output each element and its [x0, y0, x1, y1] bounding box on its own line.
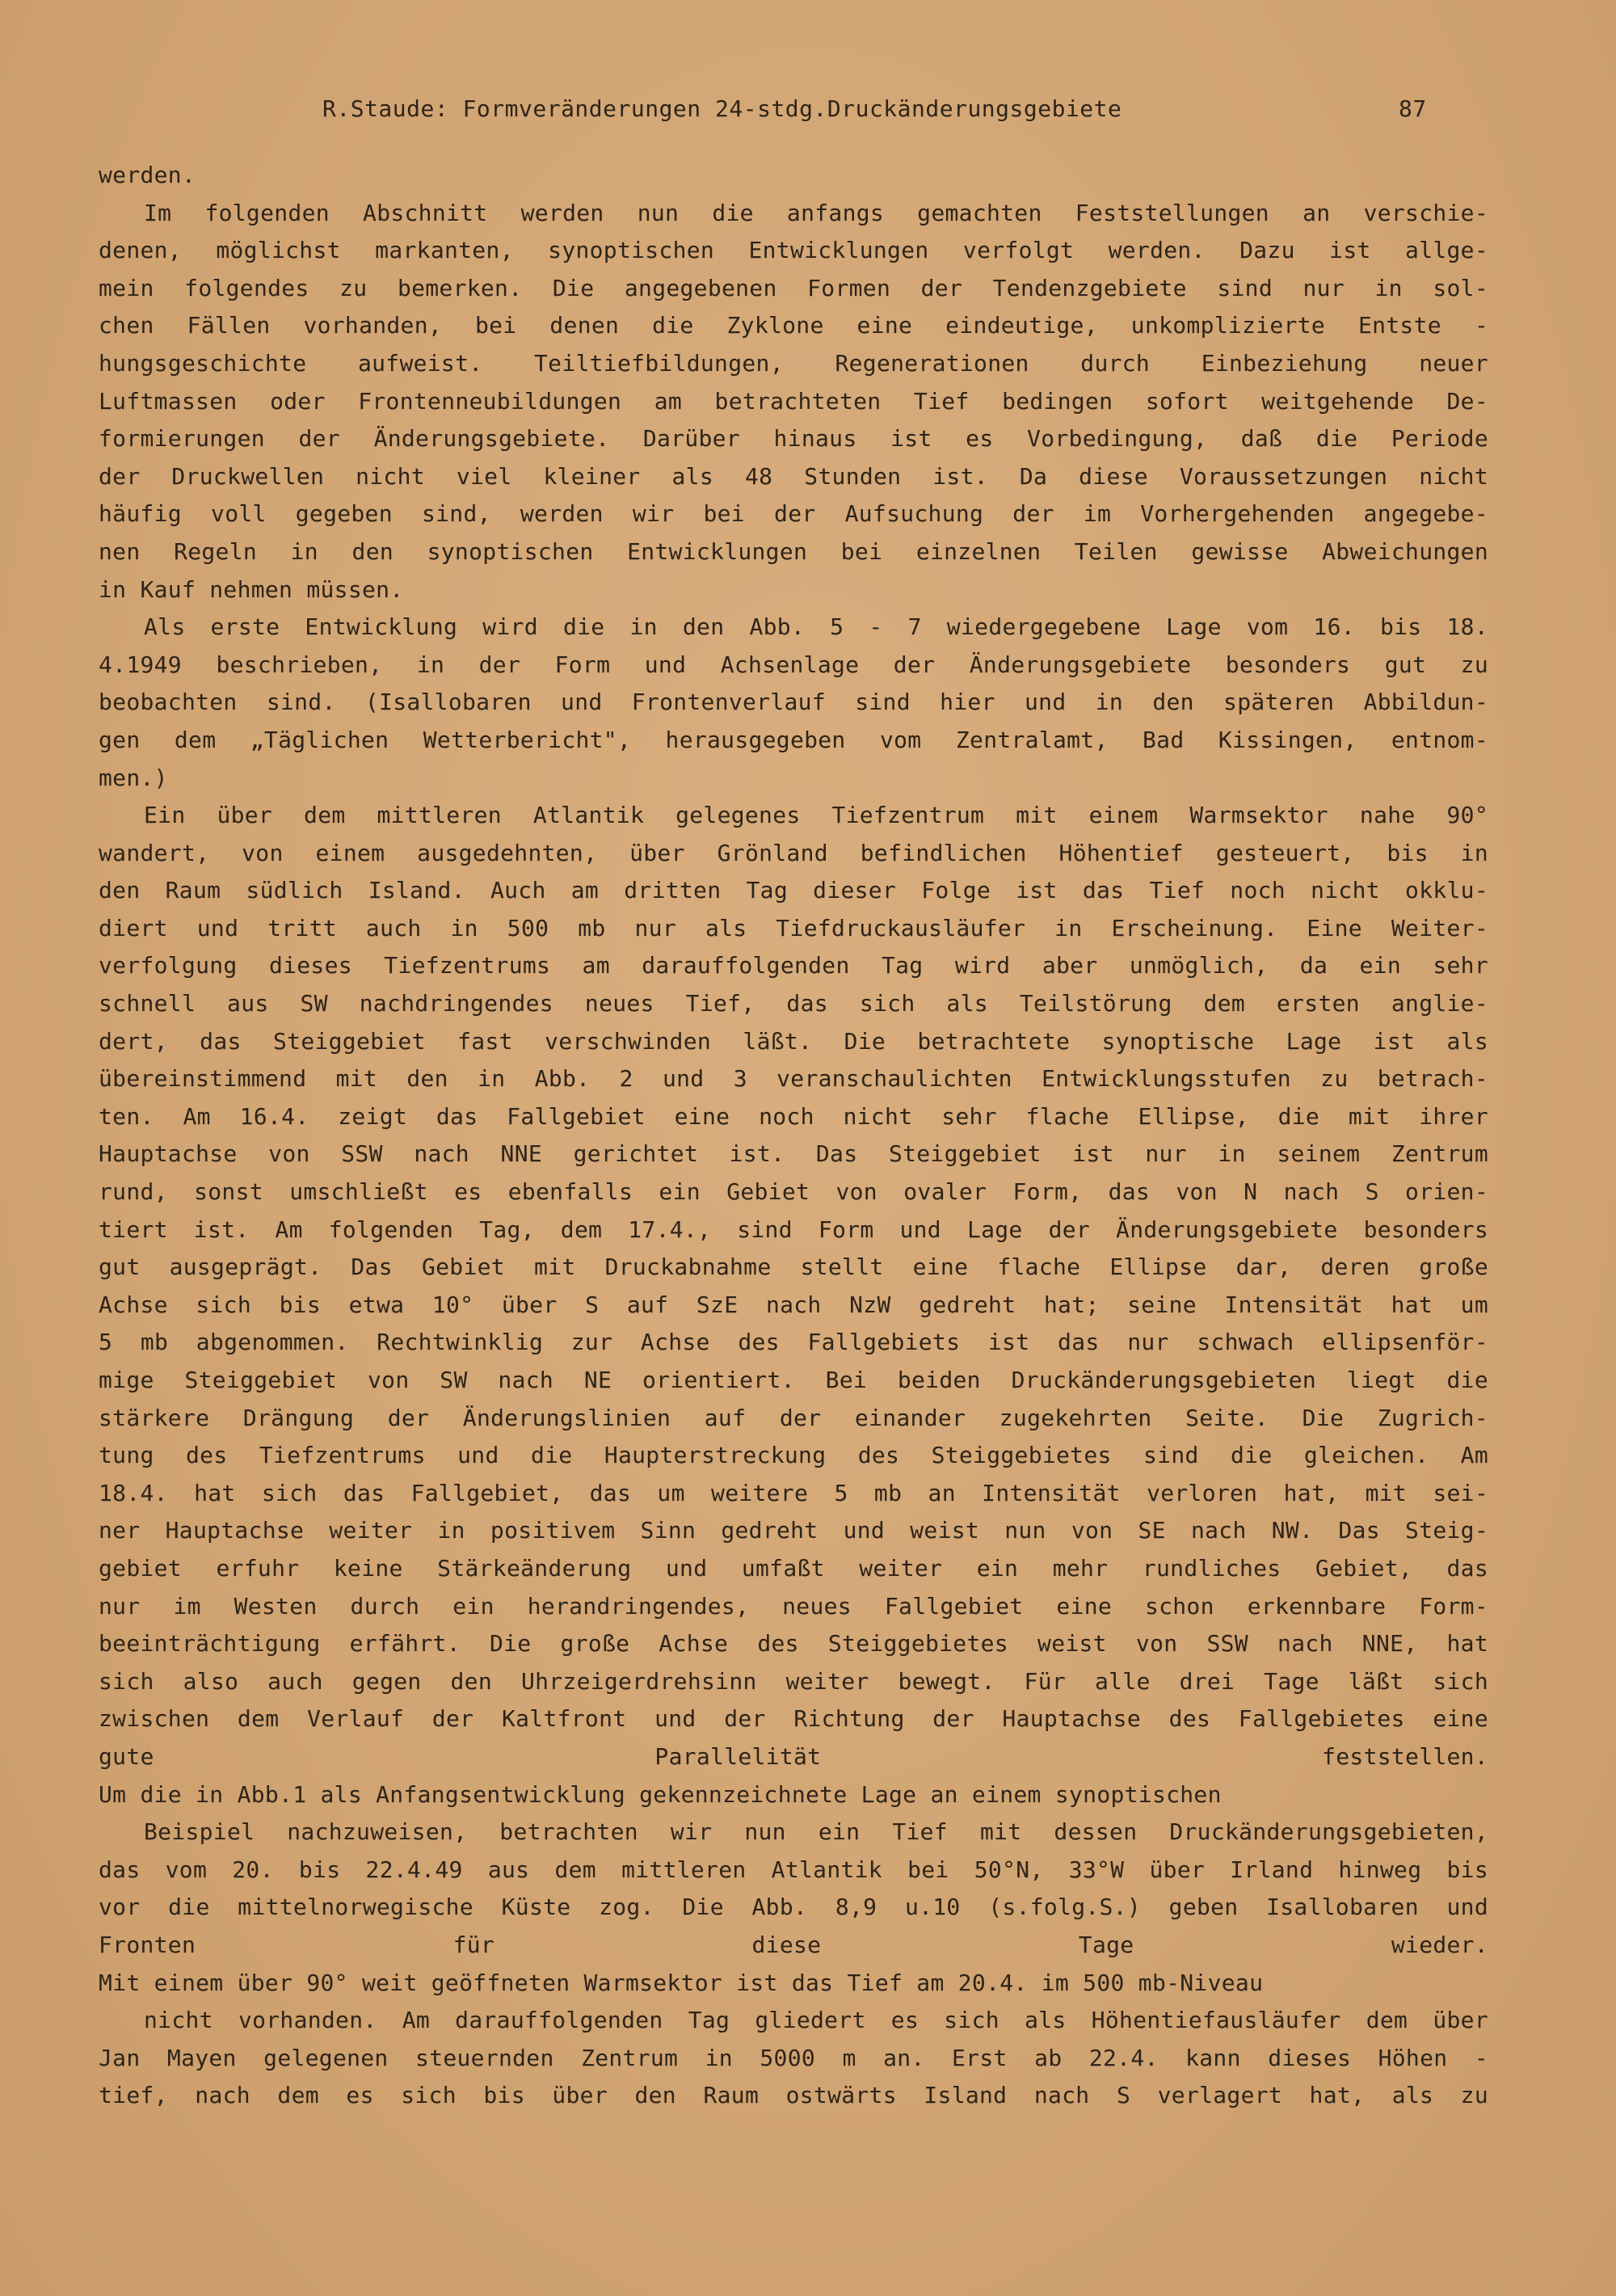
text-line: sich also auch gegen den Uhrzeigerdrehsinn weiter bewegt. Für alle drei Tage läßt sich: [99, 1667, 1488, 1695]
text-line: beobachten sind. (Isallobaren und Frontenverlauf sind hier und in den späteren Abbildun-: [99, 689, 1488, 716]
text-line: Um die in Abb.1 als Anfangsentwicklung gekennzeichnete Lage an einem synoptischen: [99, 1780, 1222, 1808]
running-title: R.Staude: Formveränderungen 24-stdg.Druckänderungsgebiete: [322, 95, 1122, 122]
text-line: verfolgung dieses Tiefzentrums am darauffolgenden Tag wird aber unmöglich, da ein sehr: [99, 952, 1488, 979]
text-line: Ein über dem mittleren Atlantik gelegenes Tiefzentrum mit einem Warmsektor nahe 90°: [144, 802, 1488, 829]
text-line: Luftmassen oder Frontenneubildungen am betrachteten Tief bedingen sofort weitgehende De-: [99, 387, 1488, 415]
text-line: formierungen der Änderungsgebiete. Darüber hinaus ist es Vorbedingung, daß die Periode: [99, 425, 1488, 453]
text-line: tung des Tiefzentrums und die Haupterstreckung des Steiggebietes sind die gleichen. Am: [99, 1442, 1488, 1469]
text-line: 5 mb abgenommen. Rechtwinklig zur Achse des Fallgebiets ist das nur schwach ellipsenför-: [99, 1329, 1488, 1356]
text-line: ten. Am 16.4. zeigt das Fallgebiet eine noch nicht sehr flache Ellipse, die mit ihrer: [99, 1102, 1488, 1130]
text-line: 18.4. hat sich das Fallgebiet, das um weitere 5 mb an Intensität verloren hat, mit sei-: [99, 1479, 1488, 1506]
text-line: der Druckwellen nicht viel kleiner als 48 Stunden ist. Da diese Voraussetzungen nicht: [99, 462, 1488, 490]
text-line: gen dem „Täglichen Wetterbericht", herausgegeben vom Zentralamt, Bad Kissingen, entnom-: [99, 726, 1488, 753]
text-line: tiert ist. Am folgenden Tag, dem 17.4., sind Form und Lage der Änderungsgebiete besonders: [99, 1215, 1488, 1243]
text-line: das vom 20. bis 22.4.49 aus dem mittleren Atlantik bei 50°N, 33°W über Irland hinweg bis: [99, 1856, 1488, 1883]
text-line: men.): [99, 764, 168, 791]
text-line: Achse sich bis etwa 10° über S auf SzE nach NzW gedreht hat; seine Intensität hat um: [99, 1291, 1488, 1318]
text-line: werden.: [99, 162, 196, 188]
document-page: [99, 95, 1488, 2152]
text-line: [99, 2115, 1488, 2153]
text-line: diert und tritt auch in 500 mb nur als Tiefdruckausläufer in Erscheinung. Eine Weiter-: [99, 914, 1488, 942]
text-line: ner Hauptachse weiter in positivem Sinn gedreht und weist nun von SE nach NW. Das Steig-: [99, 1517, 1488, 1544]
text-line: mein folgendes zu bemerken. Die angegebenen Formen der Tendenzgebiete sind nur in sol-: [99, 274, 1488, 301]
text-line: gute Parallelität feststellen.: [99, 1742, 1488, 1770]
text-line: Beispiel nachzuweisen, betrachten wir nun ein Tief mit dessen Druckänderungsgebieten,: [144, 1818, 1488, 1846]
text-line: Im folgenden Abschnitt werden nun die anfangs gemachten Feststellungen an verschie-: [144, 199, 1488, 226]
page-header: [99, 95, 1488, 144]
text-line: zwischen dem Verlauf der Kaltfront und der Richtung der Hauptachse des Fallgebietes eine: [99, 1705, 1488, 1733]
text-line: gut ausgeprägt. Das Gebiet mit Druckabnahme stellt eine flache Ellipse dar, deren große: [99, 1253, 1488, 1281]
text-line: Jan Mayen gelegenen steuernden Zentrum in 5000 m an. Erst ab 22.4. kann dieses Höhen -: [99, 2044, 1488, 2071]
text-line: tief, nach dem es sich bis über den Raum ostwärts Island nach S verlagert hat, als zu: [99, 2082, 1488, 2109]
text-line: nur im Westen durch ein herandringendes, neues Fallgebiet eine schon erkennbare Form-: [99, 1592, 1488, 1620]
text-line: wandert, von einem ausgedehnten, über Grönland befindlichen Höhentief gesteuert, bis in: [99, 839, 1488, 866]
text-line: dert, das Steiggebiet fast verschwinden läßt. Die betrachtete synoptische Lage ist als: [99, 1027, 1488, 1055]
text-line: nicht vorhanden. Am darauffolgenden Tag gliedert es sich als Höhentiefausläufer dem über: [144, 2007, 1488, 2034]
body-text: [99, 157, 1488, 2152]
page-number: 87: [1399, 95, 1427, 122]
text-line: chen Fällen vorhanden, bei denen die Zyklone eine eindeutige, unkomplizierte Entste -: [99, 312, 1488, 339]
text-line: nen Regeln in den synoptischen Entwicklungen bei einzelnen Teilen gewisse Abweichungen: [99, 537, 1488, 565]
text-line: stärkere Drängung der Änderungslinien auf der einander zugekehrten Seite. Die Zugrich-: [99, 1404, 1488, 1431]
text-line: vor die mittelnorwegische Küste zog. Die Abb. 8,9 u.10 (s.folg.S.) geben Isallobaren und: [99, 1894, 1488, 1921]
text-line: in Kauf nehmen müssen.: [99, 575, 404, 603]
text-line: häufig voll gegeben sind, werden wir bei der Aufsuchung der im Vorhergehenden angegebe-: [99, 500, 1488, 528]
text-line: Fronten für diese Tage wieder.: [99, 1931, 1488, 1958]
text-line: Hauptachse von SSW nach NNE gerichtet ist. Das Steiggebiet ist nur in seinem Zentrum: [99, 1140, 1488, 1168]
text-line: denen, möglichst markanten, synoptischen Entwicklungen verfolgt werden. Dazu ist allge-: [99, 237, 1488, 264]
text-line: den Raum südlich Island. Auch am dritten Tag dieser Folge ist das Tief noch nicht okklu-: [99, 877, 1488, 904]
text-line: übereinstimmend mit den in Abb. 2 und 3 veranschaulichten Entwicklungsstufen zu betrach-: [99, 1065, 1488, 1093]
text-line: gebiet erfuhr keine Stärkeänderung und umfaßt weiter ein mehr rundliches Gebiet, das: [99, 1554, 1488, 1582]
text-line: 4.1949 beschrieben, in der Form und Achsenlage der Änderungsgebiete besonders gut zu: [99, 651, 1488, 678]
text-line: schnell aus SW nachdringendes neues Tief, das sich als Teilstörung dem ersten anglie-: [99, 990, 1488, 1017]
text-line: Mit einem über 90° weit geöffneten Warmsektor ist das Tief am 20.4. im 500 mb-Niveau: [99, 1969, 1264, 1996]
text-line: beeinträchtigung erfährt. Die große Achse des Steiggebietes weist von SSW nach NNE, hat: [99, 1630, 1488, 1658]
text-line: rund, sonst umschließt es ebenfalls ein Gebiet von ovaler Form, das von N nach S orien-: [99, 1178, 1488, 1206]
text-line: mige Steiggebiet von SW nach NE orientiert. Bei beiden Druckänderungsgebieten liegt die: [99, 1367, 1488, 1393]
text-line: hungsgeschichte aufweist. Teiltiefbildungen, Regenerationen durch Einbeziehung neuer: [99, 349, 1488, 377]
text-line: Als erste Entwicklung wird die in den Abb. 5 - 7 wiedergegebene Lage vom 16. bis 18.: [144, 613, 1488, 641]
